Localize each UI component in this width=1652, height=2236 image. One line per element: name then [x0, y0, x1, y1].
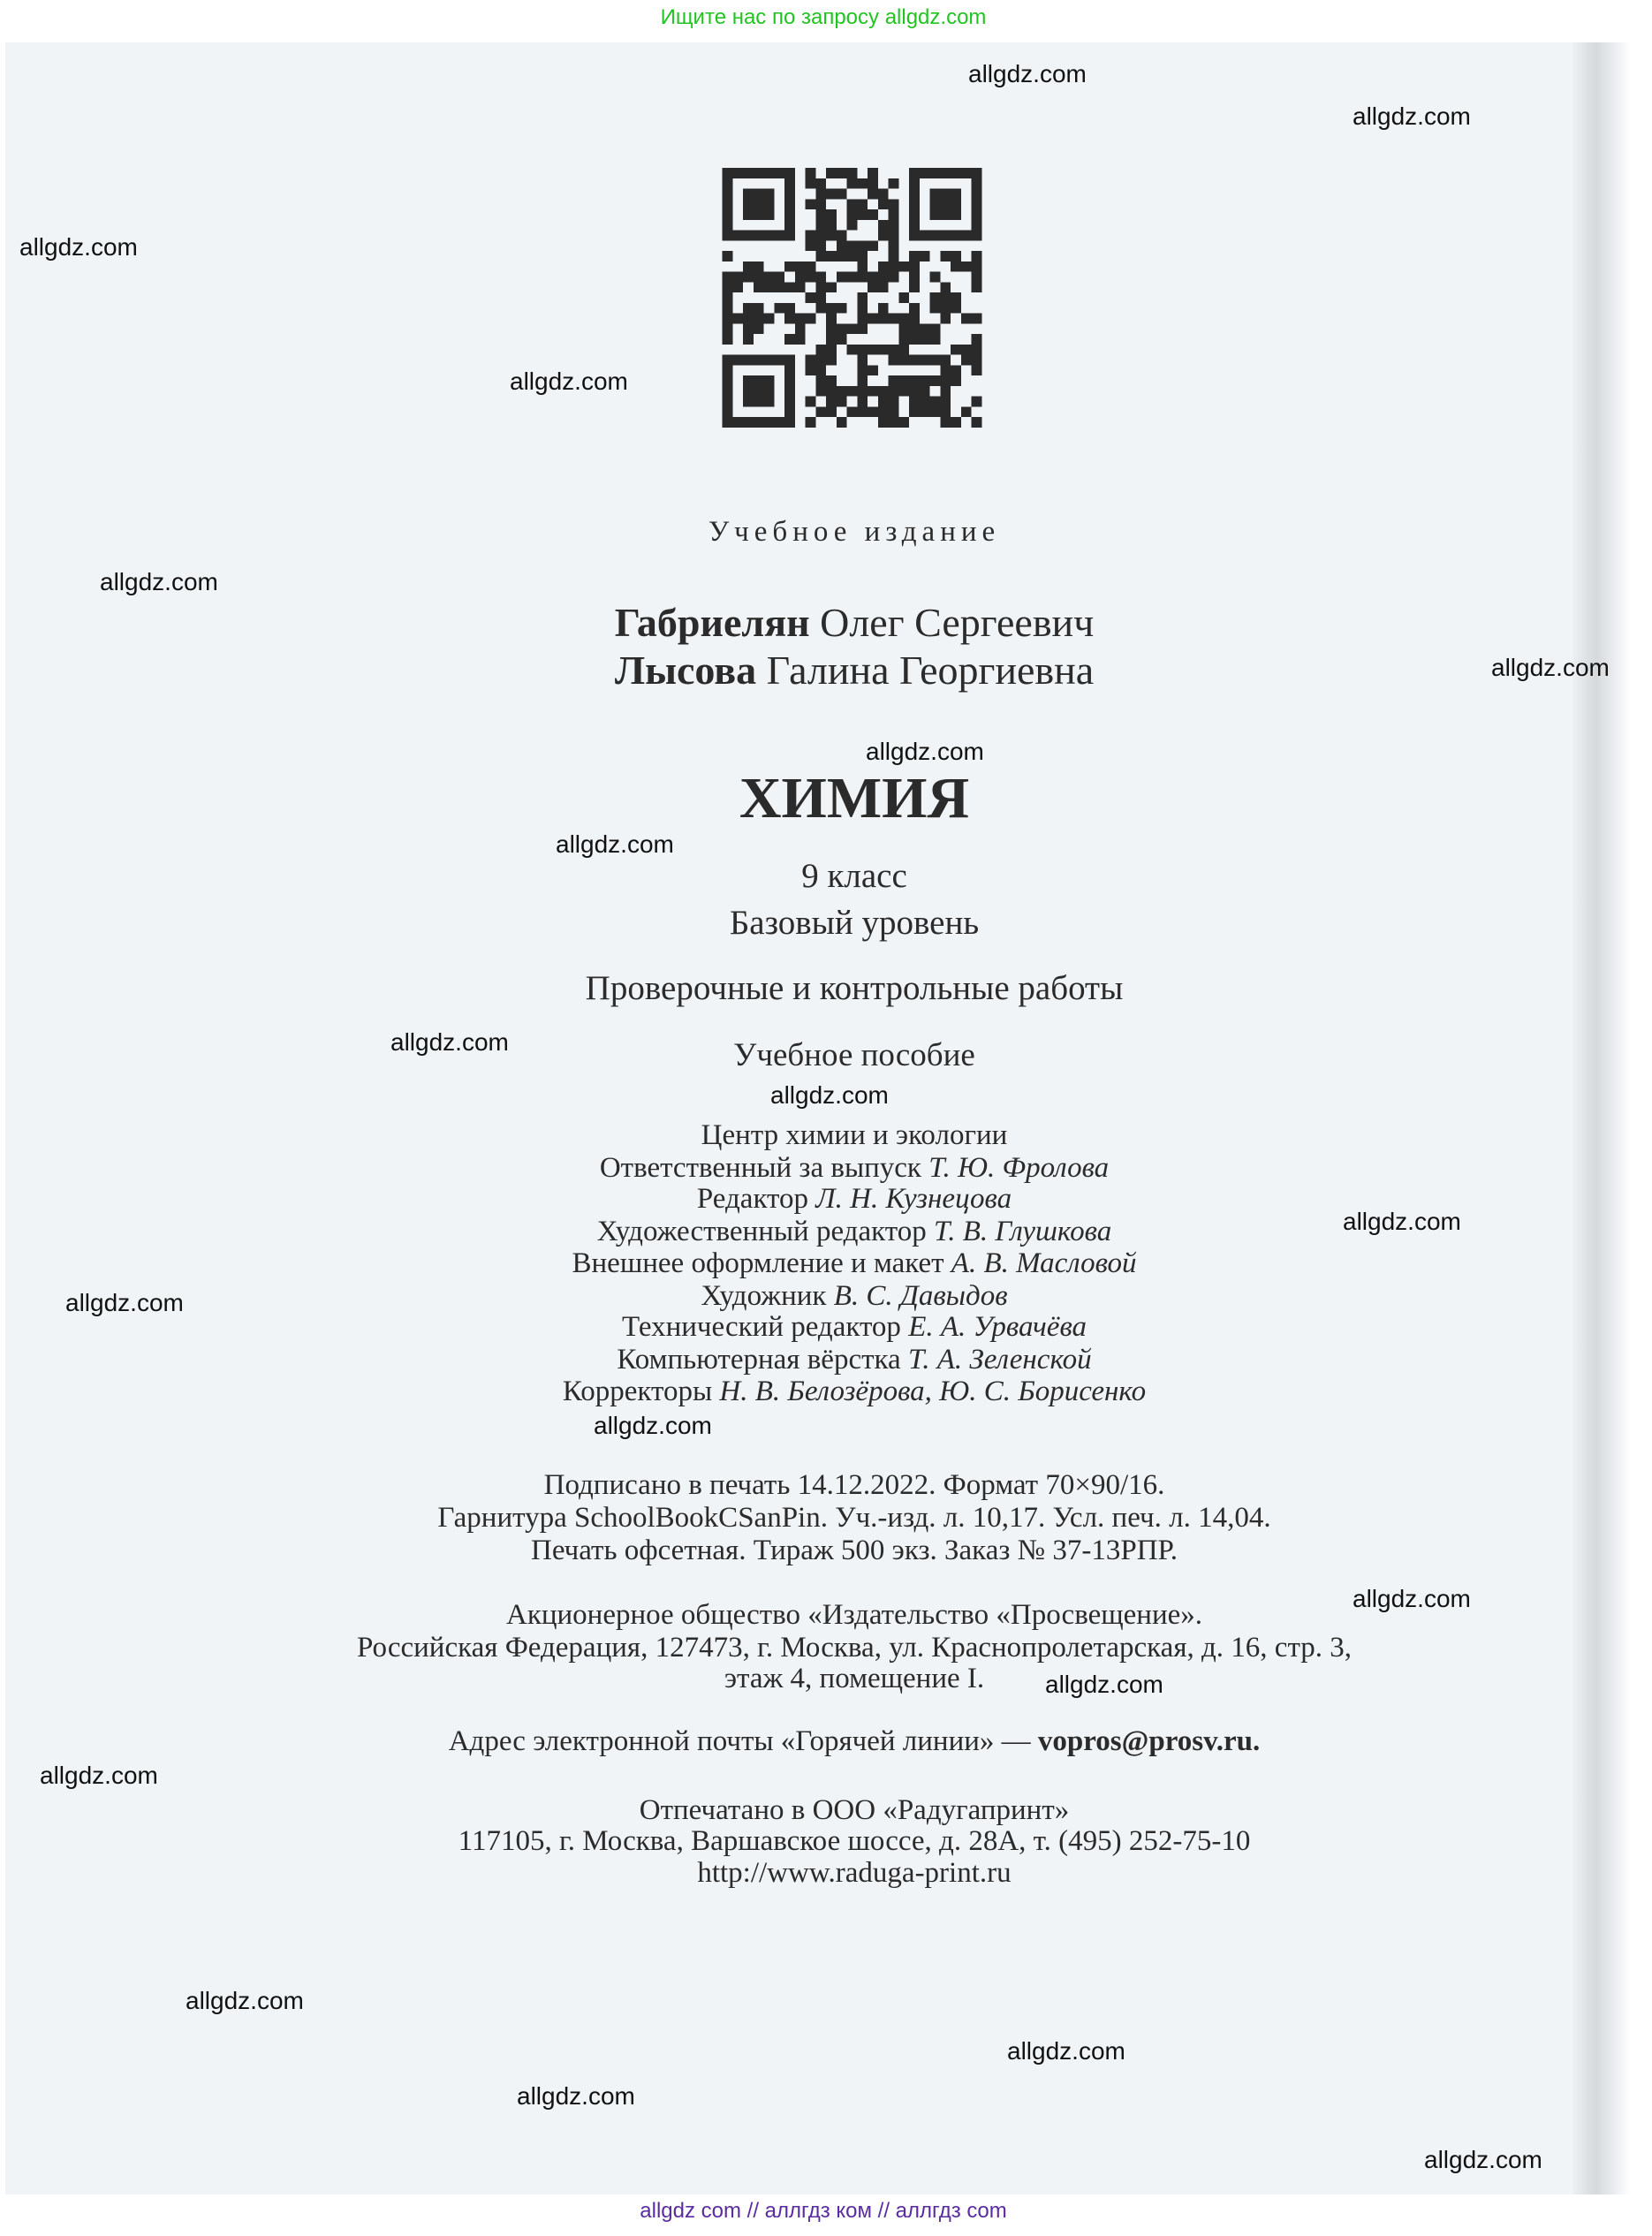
print-info-line: Подписано в печать 14.12.2022. Формат 70×90/16. — [543, 1469, 1165, 1501]
printer-line: 117105, г. Москва, Варшавское шоссе, д. 28А, т. (495) 252-75-10 — [458, 1825, 1251, 1857]
credit-person: Е. А. Урвачёва — [908, 1311, 1087, 1343]
watermark-text: allgdz.com — [65, 1289, 184, 1316]
print-info-line: Печать офсетная. Тираж 500 экз. Заказ № 37-13РПР. — [530, 1535, 1178, 1566]
credit-line — [0, 1344, 1652, 1376]
watermark-text: allgdz.com — [556, 830, 674, 858]
book-title: ХИМИЯ — [739, 766, 970, 830]
watermark-text: allgdz.com — [510, 368, 628, 395]
credit-person: В. С. Давыдов — [833, 1280, 1008, 1312]
printer-url[interactable]: http://www.raduga-print.ru — [697, 1857, 1012, 1889]
publisher-line: Акционерное общество «Издательство «Просвещение». — [505, 1599, 1203, 1631]
watermark-text: allgdz.com — [1424, 2146, 1542, 2173]
level: Базовый уровень — [729, 904, 980, 942]
watermark-text: allgdz.com — [594, 1412, 712, 1439]
book-type: Учебное пособие — [733, 1037, 975, 1073]
watermark-text: allgdz.com — [1045, 1671, 1163, 1698]
grade: 9 класс — [801, 857, 907, 895]
author-name: Галина Георгиевна — [766, 648, 1095, 693]
author-surname: Лысова — [614, 648, 757, 693]
printer-line: Отпечатано в ООО «Радугапринт» — [639, 1794, 1070, 1826]
credit-role: Редактор — [696, 1183, 809, 1215]
credit-role: Ответственный за выпуск — [599, 1152, 921, 1184]
edition-type: Учебное издание — [708, 516, 1001, 548]
watermark-text: allgdz.com — [1353, 102, 1471, 130]
credit-role: Корректоры — [562, 1376, 713, 1407]
credit-role: Технический редактор — [621, 1311, 901, 1343]
email-link[interactable]: vopros@prosv.ru. — [1037, 1725, 1261, 1757]
credit-line — [0, 1280, 1652, 1312]
credit-line — [0, 1311, 1652, 1343]
subtitle: Проверочные и контрольные работы — [585, 969, 1124, 1007]
credit-role: Компьютерная вёрстка — [617, 1344, 901, 1376]
credit-line — [0, 1152, 1652, 1184]
watermark-text: allgdz.com — [1353, 1585, 1471, 1612]
author-1 — [0, 599, 1652, 646]
watermark-text: allgdz.com — [517, 2082, 635, 2110]
watermark-text: allgdz.com — [968, 60, 1087, 87]
credit-person: Т. В. Глушкова — [933, 1216, 1112, 1247]
author-2 — [0, 647, 1652, 694]
footer-note: allgdz com // аллгдз ком // аллгдз com — [640, 2199, 1007, 2223]
publisher-line: Российская Федерация, 127473, г. Москва, ул. Краснопролетарская, д. 16, стр. 3, — [356, 1632, 1353, 1664]
credit-person: Т. Ю. Фролова — [928, 1152, 1110, 1184]
watermark-text: allgdz.com — [770, 1081, 889, 1109]
header-note: Ищите нас по запросу allgdz.com — [660, 5, 987, 29]
credit-line — [0, 1376, 1652, 1407]
email-line — [0, 1725, 1652, 1757]
print-info-line: Гарнитура SchoolBookCSanPin. Уч.-изд. л. 10,17. Усл. печ. л. 14,04. — [437, 1502, 1271, 1534]
watermark-text: allgdz.com — [1491, 654, 1610, 681]
watermark-text: allgdz.com — [390, 1028, 509, 1056]
watermark-text: allgdz.com — [1007, 2037, 1125, 2065]
watermark-text: allgdz.com — [866, 738, 984, 765]
credit-role: Внешнее оформление и макет — [572, 1247, 944, 1279]
author-name: Олег Сергеевич — [820, 600, 1095, 645]
watermark-text: allgdz.com — [19, 233, 138, 261]
email-label: Адрес электронной почты «Горячей линии» — — [448, 1725, 1031, 1757]
watermark-text: allgdz.com — [186, 1987, 304, 2014]
watermark-text: allgdz.com — [40, 1762, 158, 1789]
watermark-text: allgdz.com — [1343, 1208, 1461, 1235]
credit-line — [0, 1247, 1652, 1279]
author-surname: Габриелян — [614, 600, 810, 645]
qr-code — [722, 168, 982, 428]
credit-person: Т. А. Зеленской — [907, 1344, 1092, 1376]
publisher-line: этаж 4, помещение I. — [724, 1663, 985, 1694]
credit-line — [0, 1119, 1652, 1151]
credit-person: Л. Н. Кузнецова — [815, 1183, 1012, 1215]
credit-role: Центр химии и экологии — [701, 1119, 1008, 1151]
watermark-text: allgdz.com — [100, 568, 218, 595]
credit-person: Н. В. Белозёрова, Ю. С. Борисенко — [719, 1376, 1147, 1407]
credit-role: Художественный редактор — [596, 1216, 927, 1247]
credit-person: А. В. Масловой — [951, 1247, 1137, 1279]
credit-role: Художник — [701, 1280, 827, 1312]
